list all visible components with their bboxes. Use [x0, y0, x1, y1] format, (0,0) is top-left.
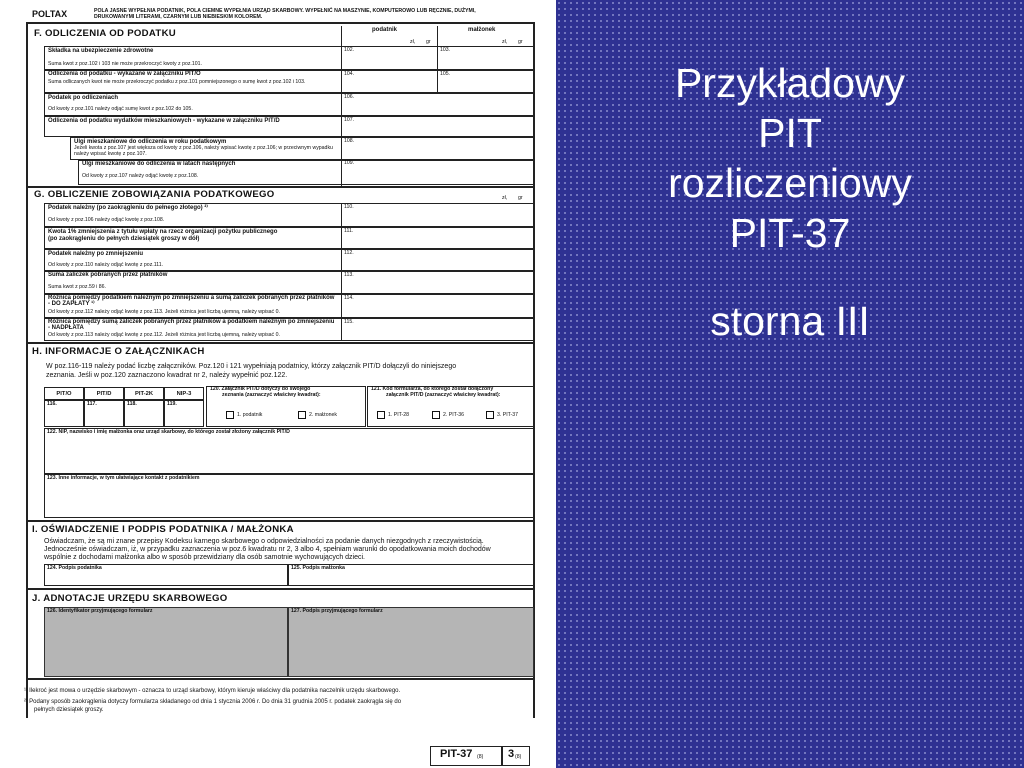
- row-note: (po zaokrągleniu do pełnych dziesiątek groszy w dół): [48, 236, 200, 242]
- title-line: PIT-37: [729, 210, 851, 256]
- footnote-2: ²⁾ Podany sposób zaokrąglenia dotyczy formularza składanego od dnia 1 stycznia 2006 r. Do dnia 31 grudnia 2005 r. podatek zaokrągla się do: [24, 699, 402, 705]
- section-f-title: F. ODLICZENIA OD PODATKU: [34, 28, 177, 39]
- title-line: PIT: [758, 110, 822, 156]
- gr-label: gr: [518, 39, 523, 45]
- row-label: Ulgi mieszkaniowe do odliczenia w roku podatkowym: [74, 139, 227, 145]
- section-g-title: G. OBLICZENIE ZOBOWIĄZANIA PODATKOWEGO: [34, 189, 275, 200]
- col-spouse-header: małżonek: [468, 27, 496, 33]
- form-version: (8): [477, 754, 484, 760]
- row-label: Odliczenia od podatku - wykazane w załączniku PIT/O: [48, 71, 201, 77]
- field-number: 112.: [344, 250, 354, 256]
- zl-label: zł,: [502, 39, 508, 45]
- row-label: Składka na ubezpieczenie zdrowotne: [48, 48, 154, 54]
- field-number: 111.: [344, 228, 354, 234]
- field-number: 109.: [344, 160, 355, 166]
- field-number: 110.: [344, 204, 354, 210]
- field-120-label: 120. Załącznik PIT/D dotyczy do swojego: [210, 386, 311, 392]
- field-number: 115.: [344, 319, 354, 325]
- section-j-title: J. ADNOTACJE URZĘDU SKARBOWEGO: [32, 593, 228, 604]
- field-number: 119.: [167, 401, 177, 407]
- row-label: Podatek po odliczeniach: [48, 95, 119, 101]
- row-label: Różnica pomiędzy podatkiem należnym po zmniejszeniu a sumą zaliczek pobranych przez płatników - DO ZAPŁATY ¹⁾: [48, 295, 335, 308]
- row-note: Od kwoty z poz.101 należy odjąć sumę kwot z poz.102 do 105.: [48, 106, 193, 112]
- field-number: 114.: [344, 295, 354, 301]
- row-label: Podatek należny po zmniejszeniu: [48, 251, 144, 257]
- row-label: Odliczenia od podatku wydatków mieszkaniowych - wykazane w załączniku PIT/D: [48, 118, 280, 124]
- field-number: 106.: [344, 94, 355, 100]
- field-125-label: 125. Podpis małżonka: [291, 565, 345, 571]
- footnote-1: ¹⁾ Ilekroć jest mowa o urzędzie skarbowym - oznacza to urząd skarbowy, którym kieruje właściwy dla podatnika naczelnik urzędu skarbowego.: [24, 688, 401, 694]
- statement-line: wspólnie z dochodami małżonka albo w sposób przewidziany dla osób samotnie wychowujących dzieci.: [44, 554, 365, 561]
- checkbox-120-taxpayer[interactable]: [226, 411, 234, 419]
- form-left-border: [26, 22, 28, 718]
- field-124-label: 124. Podpis podatnika: [47, 565, 102, 571]
- row-label: Kwota 1% zmniejszenia z tytułu wpłaty na rzecz organizacji pożytku publicznego: [48, 229, 278, 235]
- field-122-label: 122. NIP, nazwisko i imię małżonka oraz urząd skarbowy, do którego został złożony załącznik PIT/D: [47, 429, 290, 435]
- field-127-label: 127. Podpis przyjmującego formularz: [291, 608, 383, 614]
- form-top-border: [26, 22, 534, 24]
- checkbox-label: 1. PIT-28: [388, 412, 410, 418]
- row-note: Suma kwot z poz.59 i 86.: [48, 284, 106, 290]
- row-note: Od kwoty z poz.110 należy odjąć kwotę z poz.111.: [48, 262, 164, 268]
- row-note: Od kwoty z poz.106 należy odjąć kwotę z poz.108.: [48, 217, 165, 223]
- checkbox-121-pit36[interactable]: [432, 411, 440, 419]
- row-label: Różnica pomiędzy sumą zaliczek pobranych przez płatników a podatkiem należnym po zmniejszeniu - NADPŁATA: [48, 319, 335, 332]
- field-number: 107.: [344, 117, 355, 123]
- checkbox-label: 1. podatnik: [237, 412, 263, 418]
- section-separator: [26, 520, 534, 522]
- checkbox-label: 3. PIT-37: [497, 412, 519, 418]
- section-i-title: I. OŚWIADCZENIE I PODPIS PODATNIKA / MAŁŻONKA: [32, 524, 294, 535]
- section-separator: [26, 186, 534, 188]
- section-separator: [26, 342, 534, 344]
- field-127-box: [288, 607, 534, 677]
- title-line: rozliczeniowy: [668, 160, 912, 206]
- field-number: 102.: [344, 47, 355, 53]
- statement-line: Jednocześnie oświadczam, iż, w przypadku zaznaczenia w poz.6 kwadratu nr 2, 3 albo 4, spełniam warunki do opodatkowania moich dochodów: [44, 546, 491, 553]
- attachment-header: PIT-2K: [124, 387, 164, 400]
- publisher-logo: POLTAX: [32, 9, 68, 19]
- footnote-2: pełnych dziesiątek groszy.: [34, 707, 104, 713]
- section-h-intro: W poz.116-119 należy podać liczbę załączników. Poz.120 i 121 wypełniają podatnicy, którzy załącznik PIT/D dołączyli do niniejszego: [46, 363, 457, 370]
- checkbox-label: 2. PIT-36: [443, 412, 465, 418]
- page-number: 3: [508, 748, 515, 760]
- row-note: Suma odliczanych kwot nie może przekroczyć podatku z poz.101 pomniejszonego o sumę kwot z poz.102 i 103.: [48, 79, 306, 85]
- attachment-header: PIT/O: [44, 387, 84, 400]
- row-note: Od kwoty z poz.112 należy odjąć kwotę z poz.113. Jeżeli różnica jest liczbą ujemną, należy wpisać 0.: [48, 309, 280, 315]
- field-123-label: 123. Inne informacje, w tym ułatwiające kontakt z podatnikiem: [47, 475, 200, 481]
- field-126-box: [44, 607, 288, 677]
- instruction-line-2: DRUKOWANYMI LITERAMI, CZARNYM LUB NIEBIESKIM KOLOREM.: [94, 14, 263, 20]
- form-code: PIT-37: [440, 748, 473, 760]
- field-number: 116.: [47, 401, 57, 407]
- zl-label: zł,: [502, 195, 508, 201]
- gr-label: gr: [426, 39, 431, 45]
- page-suffix: (8): [515, 754, 522, 760]
- checkbox-121-pit37[interactable]: [486, 411, 494, 419]
- field-121-label: załącznik PIT/D (zaznaczyć właściwy kwadrat):: [386, 392, 501, 398]
- statement-line: Oświadczam, że są mi znane przepisy Kodeksu karnego skarbowego o odpowiedzialności za podanie danych niezgodnych z rzeczywistością.: [44, 538, 484, 545]
- title-line: Przykładowy: [674, 60, 906, 106]
- checkbox-120-spouse[interactable]: [298, 411, 306, 419]
- checkbox-label: 2. małżonek: [309, 412, 337, 418]
- row-label: Ulgi mieszkaniowe do odliczenia w latach następnych: [82, 161, 236, 167]
- row-note: Suma kwot z poz.102 i 103 nie może przekroczyć kwoty z poz.101.: [48, 61, 202, 67]
- row-note: Jeżeli kwota z poz.107 jest większa od kwoty z poz.106, należy wpisać kwotę z poz.106; w przeciwnym wypadku należy wpisać kwotę z poz.107.: [74, 145, 333, 157]
- slide-subtitle: storna III: [710, 298, 870, 344]
- field-number: 103.: [440, 47, 451, 53]
- instruction-line-1: POLA JASNE WYPEŁNIA PODATNIK, POLA CIEMNE WYPEŁNIA URZĄD SKARBOWY. WYPEŁNIĆ NA MASZYNIE, KOMPUTEROWO LUB RĘCZNIE, DUŻYMI,: [94, 8, 476, 14]
- section-h-intro: zeznania. Jeśli w poz.120 zaznaczono kwadrat nr 2, należy wypełnić poz.122.: [46, 372, 288, 379]
- gr-label: gr: [518, 195, 523, 201]
- field-number: 105.: [440, 71, 451, 77]
- row-label: Suma zaliczek pobranych przez płatników: [48, 272, 168, 278]
- title-panel: [556, 0, 1024, 768]
- col-taxpayer-header: podatnik: [372, 27, 397, 33]
- zl-label: zł,: [410, 39, 416, 45]
- row-note: Od kwoty z poz.113 należy odjąć kwotę z poz.112. Jeżeli różnica jest liczbą ujemną, należy wpisać 0.: [48, 332, 280, 338]
- section-h-title: H. INFORMACJE O ZAŁĄCZNIKACH: [32, 346, 205, 357]
- field-126-label: 126. Identyfikator przyjmującego formularz: [47, 608, 153, 614]
- field-120-label: zeznania (zaznaczyć właściwy kwadrat):: [222, 392, 321, 398]
- field-number: 108.: [344, 138, 355, 144]
- form-bottom-border: [26, 678, 534, 680]
- row-note: Od kwoty z poz.107 należy odjąć kwotę z poz.108.: [82, 173, 199, 179]
- slide-title: [556, 58, 1024, 346]
- field-number: 117.: [87, 401, 97, 407]
- checkbox-121-pit28[interactable]: [377, 411, 385, 419]
- field-number: 113.: [344, 272, 354, 278]
- row-label: Podatek należny (po zaokrągleniu do pełnego złotego) ²⁾: [48, 205, 208, 211]
- field-number: 118.: [127, 401, 137, 407]
- section-separator: [26, 588, 534, 590]
- field-number: 104.: [344, 71, 355, 77]
- attachment-header: PIT/D: [84, 387, 124, 400]
- field-121-label: 121. Kod formularza, do którego został dołączony: [371, 386, 494, 392]
- attachment-header: NIP-3: [164, 387, 204, 400]
